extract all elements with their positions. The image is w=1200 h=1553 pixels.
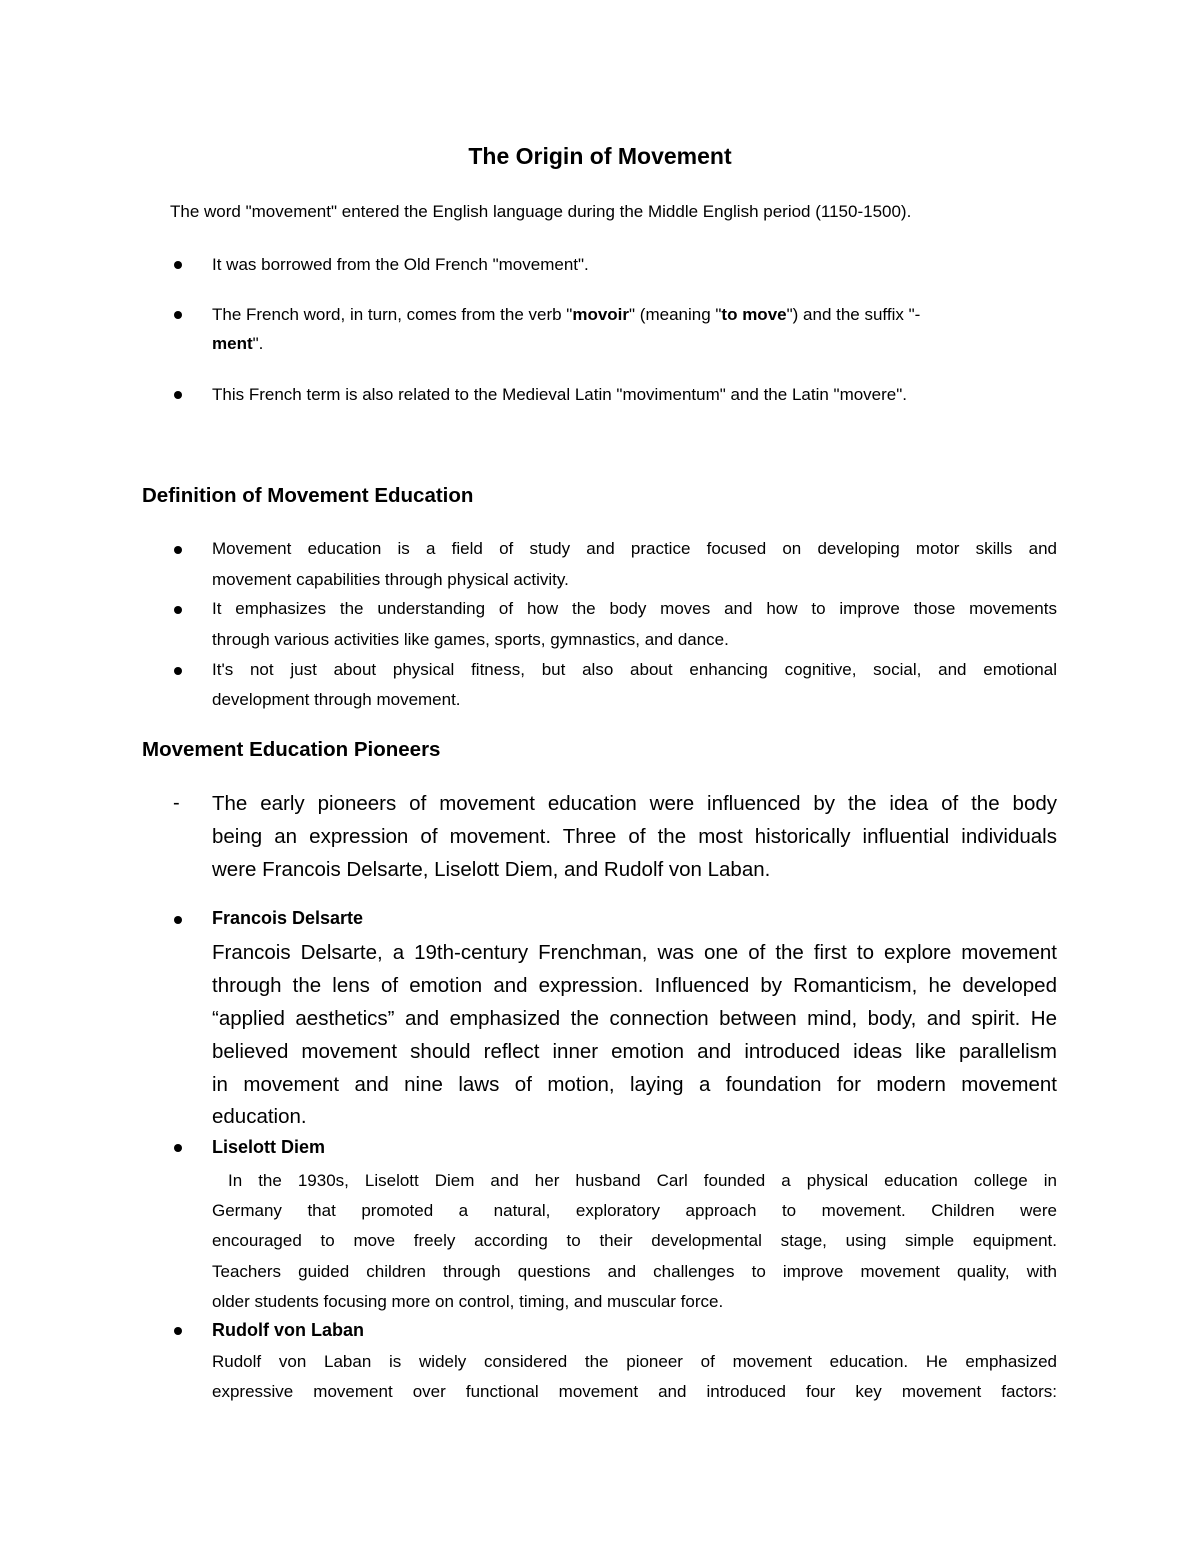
delsarte-line-5: in movement and nine laws of motion, laying a foundation for modern movement: [212, 1073, 1057, 1096]
diem-line-4: Teachers guided children through questions and challenges to improve movement quality, with: [212, 1262, 1057, 1281]
origin-item-3: This French term is also related to the Medieval Latin "movimentum" and the Latin "movere".: [212, 385, 908, 404]
delsarte-line-1: Francois Delsarte, a 19th-century Frenchman, was one of the first to explore movement: [212, 941, 1057, 964]
bullet-icon: [174, 391, 182, 399]
pioneers-intro-line-1: The early pioneers of movement education were influenced by the idea of the body: [212, 792, 1057, 815]
definition-item-3-line-1: It's not just about physical fitness, but also about enhancing cognitive, social, and emotional: [212, 660, 1057, 679]
bullet-icon: [174, 1327, 182, 1335]
bullet-icon: [174, 311, 182, 319]
definition-item-1-line-1: Movement education is a field of study and practice focused on developing motor skills and: [212, 539, 1057, 558]
definition-item-2-line-2: through various activities like games, sports, gymnastics, and dance.: [212, 630, 729, 649]
pioneers-heading: Movement Education Pioneers: [142, 738, 441, 761]
definition-item-3-line-2: development through movement.: [212, 690, 461, 709]
diem-line-1: In the 1930s, Liselott Diem and her husband Carl founded a physical education college in: [212, 1171, 1057, 1190]
pioneers-intro-line-3: were Francois Delsarte, Liselott Diem, and Rudolf von Laban.: [212, 858, 771, 881]
pioneers-intro-line-2: being an expression of movement. Three of the most historically influential individuals: [212, 825, 1057, 848]
bullet-icon: [174, 916, 182, 924]
laban-line-1: Rudolf von Laban is widely considered the pioneer of movement education. He emphasized: [212, 1352, 1057, 1371]
delsarte-line-3: “applied aesthetics” and emphasized the connection between mind, body, and spirit. He: [212, 1007, 1057, 1030]
origin-item-1: It was borrowed from the Old French "movement".: [212, 255, 589, 274]
dash-marker: -: [173, 792, 180, 814]
bullet-icon: [174, 546, 182, 554]
diem-line-2: Germany that promoted a natural, exploratory approach to movement. Children were: [212, 1201, 1057, 1220]
delsarte-line-2: through the lens of emotion and expression. Influenced by Romanticism, he developed: [212, 974, 1057, 997]
intro-paragraph: The word "movement" entered the English language during the Middle English period (1150-1500).: [170, 202, 912, 221]
delsarte-line-4: believed movement should reflect inner emotion and introduced ideas like parallelism: [212, 1040, 1057, 1063]
laban-line-2: expressive movement over functional movement and introduced four key movement factors:: [212, 1382, 1057, 1401]
pioneer-name-diem: Liselott Diem: [212, 1137, 326, 1157]
definition-item-1-line-2: movement capabilities through physical activity.: [212, 570, 569, 589]
delsarte-line-6: education.: [212, 1105, 307, 1128]
bullet-icon: [174, 606, 182, 614]
diem-line-3: encouraged to move freely according to their developmental stage, using simple equipment.: [212, 1231, 1057, 1250]
bullet-icon: [174, 1144, 182, 1152]
diem-line-5: older students focusing more on control, timing, and muscular force.: [212, 1292, 724, 1311]
definition-heading: Definition of Movement Education: [142, 484, 474, 507]
bullet-icon: [174, 261, 182, 269]
definition-item-2-line-1: It emphasizes the understanding of how the body moves and how to improve those movements: [212, 599, 1057, 618]
pioneer-name-laban: Rudolf von Laban: [212, 1320, 364, 1340]
pioneer-name-delsarte: Francois Delsarte: [212, 908, 364, 928]
page-title: The Origin of Movement: [468, 143, 732, 169]
origin-item-2-line-1: The French word, in turn, comes from the verb "movoir" (meaning "to move") and the suffix "-: [212, 305, 921, 324]
bullet-icon: [174, 667, 182, 675]
origin-item-2-line-2: ment".: [212, 334, 264, 353]
